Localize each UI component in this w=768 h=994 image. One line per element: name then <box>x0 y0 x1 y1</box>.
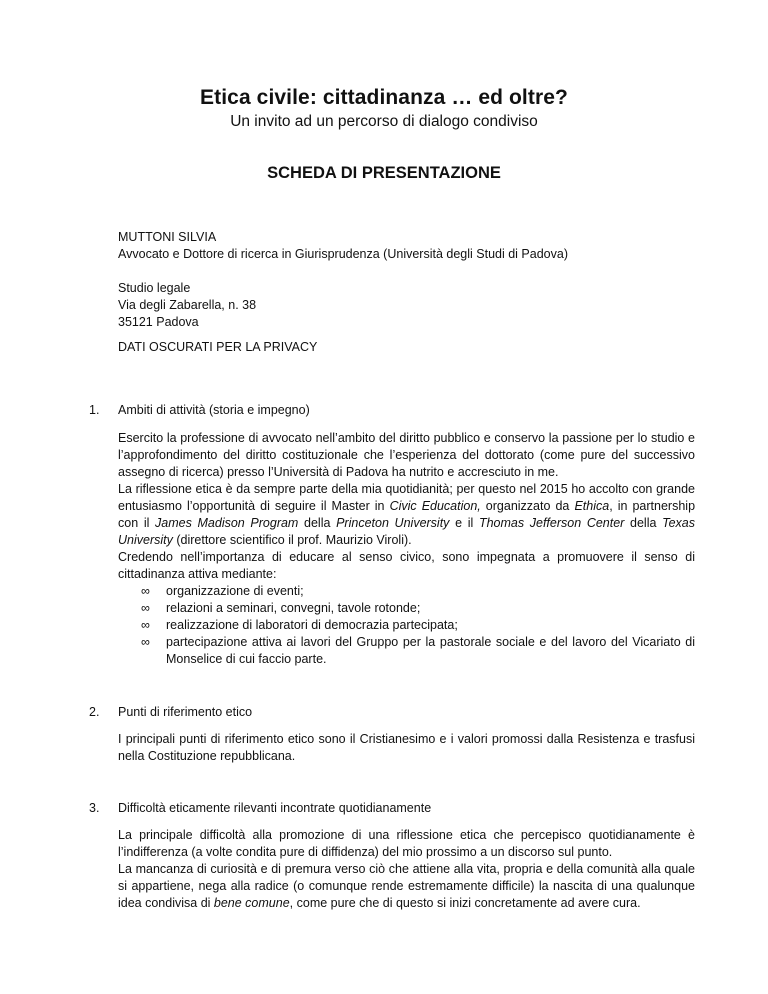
section-3-paragraph: La principale difficoltà alla promozione di una riflessione etica che percepisco quotidianamente è l’indifferenza (a volte condita pure di diffidenza) del mio prossimo a un discorso sul punto. <box>118 828 695 859</box>
document-title: Etica civile: cittadinanza … ed oltre? <box>200 86 568 109</box>
infinity-bullet-icon: ∞ <box>141 618 150 632</box>
section-1-paragraph: La riflessione etica è da sempre parte della mia quotidianità; per questo nel 2015 ho accolto con grande entusiasmo l’opportunità di seguire il Master in Civic Education, organizzato da Ethica, in partnership con il James Madison Program della Princeton University e il Thomas Jefferson Center della Texas University (direttore scientifico il prof. Maurizio Viroli). <box>118 482 696 547</box>
section-1-title-text: Ambiti di attività (storia e impegno) <box>118 403 310 417</box>
section-2-number: 2. <box>89 705 100 719</box>
section-3-title-text: Difficoltà eticamente rilevanti incontrate quotidianamente <box>118 801 432 815</box>
office-street: Via degli Zabarella, n. 38 <box>118 298 257 312</box>
section-1-paragraph: Esercito la professione di avvocato nell’ambito del diritto pubblico e conservo la passione per lo studio e l’approfondimento del diritto costituzionale che l’esperienza del dottorato (come pure del successivo assegno di ricerca) presso l’Università di Padova ha nutrito e accresciuto in me. <box>118 431 695 479</box>
section-3-paragraph: La mancanza di curiosità e di premura verso ciò che attiene alla vita, propria e della comunità alla quale si appartiene, nega alla radice (o comunque rende estremamente difficile) la nascita di una qualunque idea condivisa di bene comune, come pure che di questo si inizi concretamente ad avere cura. <box>118 862 695 910</box>
infinity-bullet-icon: ∞ <box>141 584 150 598</box>
list-item: ∞ relazioni a seminari, convegni, tavole rotonde; <box>141 601 421 615</box>
list-item: ∞ partecipazione attiva ai lavori del Gruppo per la pastorale sociale e del lavoro del Vicariato di Monselice di cui faccio parte. <box>141 635 695 666</box>
section-2-title-text: Punti di riferimento etico <box>118 705 253 719</box>
privacy-note: DATI OSCURATI PER LA PRIVACY <box>118 340 318 354</box>
infinity-bullet-icon: ∞ <box>141 601 150 615</box>
infinity-bullet-icon: ∞ <box>141 635 150 649</box>
activity-list <box>118 583 695 668</box>
section-3-number: 3. <box>89 801 100 815</box>
section-heading: SCHEDA DI PRESENTAZIONE <box>267 164 501 182</box>
section-2-body <box>118 731 695 765</box>
author-block <box>118 229 568 356</box>
section-1-title <box>89 403 310 417</box>
section-1-paragraph: Credendo nell’importanza di educare al senso civico, sono impegnata a promuovere il senso di cittadinanza attiva mediante: <box>118 550 695 581</box>
document-subtitle: Un invito ad un percorso di dialogo condiviso <box>230 113 538 130</box>
office-city: 35121 Padova <box>118 315 199 329</box>
section-1-body <box>118 430 695 668</box>
section-2-paragraph: I principali punti di riferimento etico sono il Cristianesimo e i valori promossi dalla Resistenza e trasfusi nella Costituzione repubblicana. <box>118 732 695 763</box>
office-name: Studio legale <box>118 281 191 295</box>
author-name: MUTTONI SILVIA <box>118 230 217 244</box>
section-2-title <box>89 705 252 719</box>
section-3-title <box>89 801 431 815</box>
list-item: ∞ realizzazione di laboratori di democrazia partecipata; <box>141 618 458 632</box>
section-1-number: 1. <box>89 403 100 417</box>
list-item: ∞ organizzazione di eventi; <box>141 584 304 598</box>
section-3-body <box>118 827 695 912</box>
author-role: Avvocato e Dottore di ricerca in Giurisprudenza (Università degli Studi di Padova) <box>118 247 568 261</box>
